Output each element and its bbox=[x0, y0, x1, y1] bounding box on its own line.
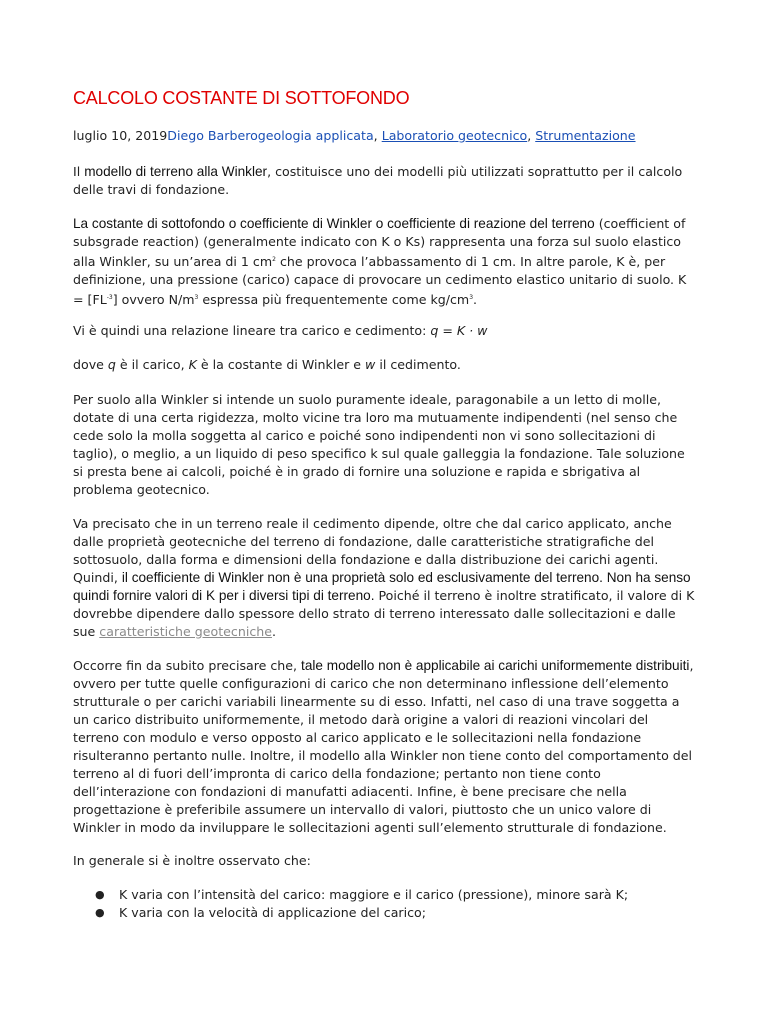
author-link[interactable]: Diego Barbero bbox=[167, 128, 258, 143]
paragraph-definition bbox=[73, 215, 698, 309]
paragraph-variables bbox=[73, 356, 698, 374]
text: è il carico, bbox=[115, 357, 189, 372]
category-link-laboratorio[interactable]: Laboratorio geotecnico bbox=[381, 128, 528, 143]
text: , costituisce uno dei modelli più utilizzati soprattutto per il calcolo delle travi di fondazione. bbox=[73, 164, 683, 197]
geotechnical-link[interactable]: caratteristiche geotecniche bbox=[99, 624, 272, 639]
paragraph-intro bbox=[73, 163, 698, 199]
bullet-icon: ● bbox=[95, 906, 105, 919]
formula: q = K · w bbox=[430, 323, 488, 338]
text: . bbox=[271, 624, 276, 639]
list-item-text: K varia con l’intensità del carico: maggiore e il carico (pressione), minore sarà K; bbox=[119, 887, 629, 902]
paragraph-winkler-soil: Per suolo alla Winkler si intende un suolo puramente ideale, paragonabile a un letto di molle, dotate di una certa rigidezza, molto vicine tra loro ma mutuamente indipendenti (nel senso che cede solo la molla soggetta al carico e poiché sono indipendenti non vi sono sollecitazioni di taglio), o meglio, a un liquido di peso specifico k sul quale galleggia la fondazione. Tale soluzione si presta bene ai calcoli, poiché è in grado di fornire una soluzione e rapida e sbrigativa al problema geotecnico. bbox=[73, 392, 685, 497]
meta-separator: , bbox=[373, 128, 382, 143]
category-link-geologia[interactable]: geologia applicata bbox=[257, 128, 374, 143]
list-item bbox=[73, 886, 698, 904]
text: espressa più frequentemente come kg/cm bbox=[198, 292, 470, 308]
var-q: q bbox=[107, 357, 116, 372]
text: . bbox=[473, 292, 478, 308]
text: ] ovvero N/m bbox=[112, 292, 195, 308]
text: il cedimento. bbox=[375, 357, 461, 372]
paragraph-settlement bbox=[73, 515, 698, 641]
post-date: luglio 10, 2019 bbox=[73, 128, 168, 143]
highlight-text: il coefficiente di Winkler non è una proprietà solo ed esclusivamente del terreno. Non ha senso quindi fornire valori di K per i diversi tipi di terreno. bbox=[73, 570, 691, 603]
text: (coefficient of subsgrade reaction) (generalmente indicato con K o Ks) rappresenta una forza sul suolo elastico alla Winkler, su un’area di 1 cm bbox=[73, 216, 686, 270]
text: La bbox=[73, 216, 92, 231]
superscript: 2 bbox=[272, 256, 276, 263]
superscript: 3 bbox=[194, 294, 199, 302]
category-link-strumentazione[interactable]: Strumentazione bbox=[535, 128, 636, 143]
superscript: -3 bbox=[106, 294, 113, 302]
text: Va precisato che in un terreno reale il cedimento dipende, oltre che dal carico applicato, anche dalle proprietà geotecniche del terreno di fondazione, dalle caratteristiche stratigrafiche del sottosuolo, dalla forma e dimensioni della fondazione e dalla distribuzione dei carichi agenti. Quindi, bbox=[73, 516, 672, 585]
text: Occorre fin da subito precisare che, bbox=[73, 658, 302, 673]
list-item-text: K varia con la velocità di applicazione del carico; bbox=[119, 905, 426, 920]
page-title: CALCOLO COSTANTE DI SOTTOFONDO bbox=[73, 88, 410, 108]
post-meta bbox=[73, 128, 636, 143]
var-w: w bbox=[365, 357, 376, 372]
list-item bbox=[73, 904, 698, 922]
highlight-text: modello di terreno alla Winkler bbox=[84, 164, 268, 179]
observation-list bbox=[73, 886, 698, 922]
text: che provoca l’abbassamento di 1 cm. In altre parole, K è, per definizione, una pressione (carico) capace di provocare un cedimento elastico unitario di suolo. K = [FL bbox=[73, 254, 687, 308]
var-k: K bbox=[188, 357, 197, 372]
highlight-text: costante di sottofondo o coefficiente di Winkler o coefficiente di reazione del terreno bbox=[91, 216, 595, 231]
meta-separator: , bbox=[527, 128, 536, 143]
paragraph-limitations bbox=[73, 657, 698, 837]
text: è la costante di Winkler e bbox=[196, 357, 366, 372]
highlight-text: tale modello non è applicabile ai carichi uniformemente distribuiti bbox=[301, 658, 690, 673]
text: dove bbox=[73, 357, 108, 372]
text: , ovvero per tutte quelle configurazioni di carico che non determinano inflessione dell’elemento strutturale o per carichi variabili linearmente su di esso. Infatti, nel caso di una trave soggetta a un carico distribuito uniformemente, il metodo darà origine a valori di reazioni vincolari del terreno con modulo e verso opposto al carico applicato e le sollecitazioni nella fondazione risulteranno pertanto nulle. Inoltre, il modello alla Winkler non tiene conto del comportamento del terreno al di fuori dell’impronta di carico della fondazione; pertanto non tiene conto dell’interazione con fondazioni di manufatti adiacenti. Infine, è bene precisare che nella progettazione è preferibile assumere un intervallo di valori, piuttosto che un unico valore di Winkler in modo da inviluppare le sollecitazioni agenti sull’elemento strutturale di fondazione. bbox=[73, 658, 694, 835]
bullet-icon: ● bbox=[95, 888, 105, 901]
text: Il bbox=[73, 164, 85, 179]
paragraph-relation bbox=[73, 322, 698, 340]
text: Vi è quindi una relazione lineare tra carico e cedimento: bbox=[73, 323, 431, 338]
superscript: 3 bbox=[469, 294, 474, 302]
text: Poiché il terreno è inoltre stratificato, il valore di K dovrebbe dipendere dallo spessore dello strato di terreno interessato dalle sollecitazioni e dalle sue bbox=[73, 588, 695, 639]
paragraph-observation: In generale si è inoltre osservato che: bbox=[73, 853, 311, 868]
